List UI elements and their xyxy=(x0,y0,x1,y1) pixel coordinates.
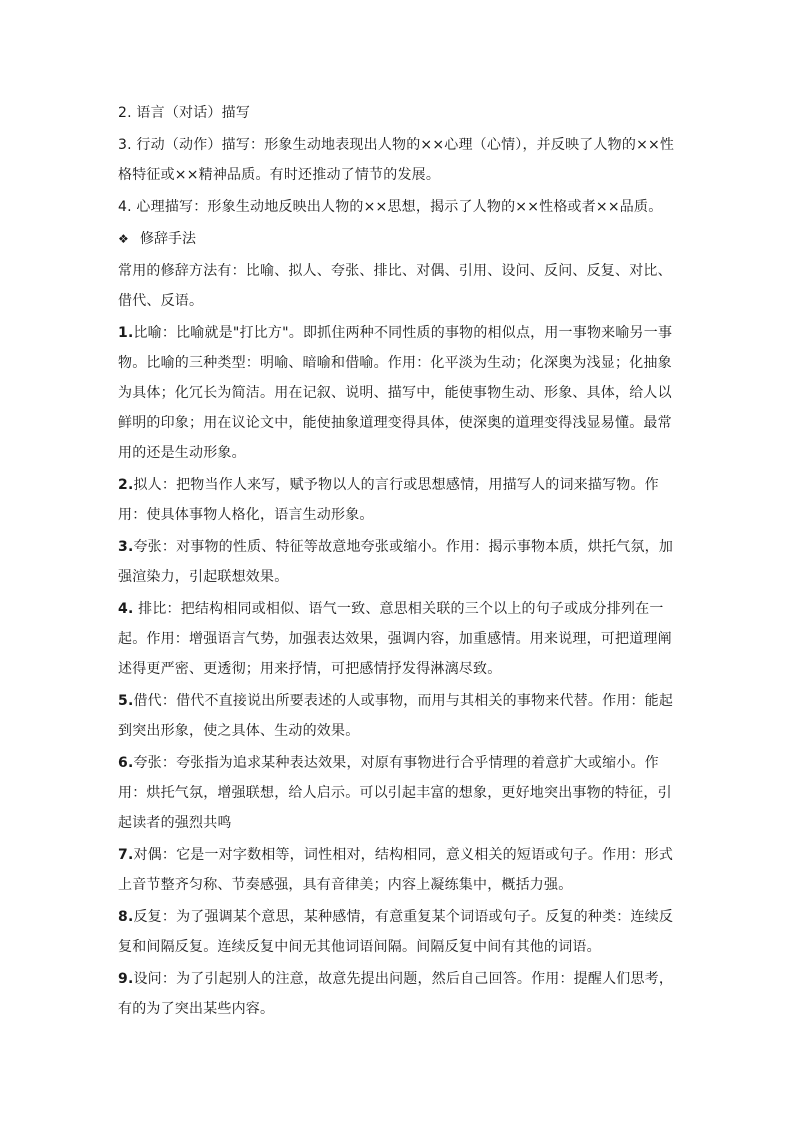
item-text: 设问：为了引起别人的注意，故意先提出问题，然后自己回答。作用：提醒人们思考，有的为了突出某些内容。 xyxy=(118,971,674,1017)
item-text: 借代：借代不直接说出所要表述的人或事物，而用与其相关的事物来代替。作用：能起到突出形象，使之具体、生动的效果。 xyxy=(118,693,674,739)
item-metonymy xyxy=(118,686,678,746)
line-language-description xyxy=(118,98,678,128)
diamond-bullet-icon: ❖ xyxy=(118,232,129,246)
item-number: 4. xyxy=(118,199,132,215)
item-parallelism xyxy=(118,594,678,684)
item-text: 语言（对话）描写 xyxy=(131,105,251,121)
item-text: 行动（动作）描写：形象生动地表现出人物的××心理（心情），并反映了人物的××性格特征或××精神品质。有时还推动了情节的发展。 xyxy=(118,137,675,183)
item-text: 心理描写：形象生动地反映出人物的××思想，揭示了人物的××性格或者××品质。 xyxy=(131,199,663,215)
item-hyperbole xyxy=(118,748,678,838)
item-text: 夸张：对事物的性质、特征等故意地夸张或缩小。作用：揭示事物本质，烘托气氛，加强渲染力，引起联想效果。 xyxy=(118,539,674,585)
item-rhetorical-question xyxy=(118,964,678,1024)
line-psychology-description xyxy=(118,192,678,222)
item-text: 比喻：比喻就是"打比方"。即抓住两种不同性质的事物的相似点，用一事物来喻另一事物。比喻的三种类型：明喻、暗喻和借喻。作用：化平淡为生动；化深奥为浅显；化抽象为具体；化冗长为简洁。用在记叙、说明、描写中，能使事物生动、形象、具体，给人以鲜明的印象；用在议论文中，能使抽象道理变得具体，使深奥的道理变得浅显易懂。最常用的还是生动形象。 xyxy=(118,325,673,461)
item-number: 3. xyxy=(118,137,132,153)
line-action-description xyxy=(118,130,678,190)
document-page xyxy=(118,98,678,1024)
section-title: 修辞手法 xyxy=(140,231,196,247)
item-number: 1. xyxy=(118,325,134,341)
item-text: 拟人：把物当作人来写，赋予物以人的言行或思想感情，用描写人的词来描写物。作用：使具体事物人格化，语言生动形象。 xyxy=(118,477,659,523)
item-metaphor xyxy=(118,318,678,468)
item-number: 9. xyxy=(118,971,134,987)
item-text: 夸张：夸张指为追求某种表达效果，对原有事物进行合乎情理的着意扩大或缩小。作用：烘托气氛，增强联想，给人启示。可以引起丰富的想象，更好地突出事物的特征，引起读者的强烈共鸣 xyxy=(118,755,672,831)
item-personification xyxy=(118,470,678,530)
item-number: 8. xyxy=(118,909,134,925)
item-text: 反复：为了强调某个意思，某种感情，有意重复某个词语或句子。反复的种类：连续反复和间隔反复。连续反复中间无其他词语间隔。间隔反复中间有其他的词语。 xyxy=(118,909,674,955)
item-number: 2. xyxy=(118,105,132,121)
item-number: 5. xyxy=(118,693,134,709)
item-number: 7. xyxy=(118,847,134,863)
intro-paragraph: 常用的修辞方法有：比喻、拟人、夸张、排比、对偶、引用、设问、反问、反复、对比、借代、反语。 xyxy=(118,263,672,309)
item-antithesis xyxy=(118,840,678,900)
item-repetition xyxy=(118,902,678,962)
item-text: 对偶：它是一对字数相等，词性相对，结构相同，意义相关的短语或句子。作用：形式上音节整齐匀称、节奏感强，具有音律美；内容上凝练集中，概括力强。 xyxy=(118,847,674,893)
item-number: 2. xyxy=(118,477,134,493)
item-exaggeration xyxy=(118,532,678,592)
item-text: 排比：把结构相同或相似、语气一致、意思相关联的三个以上的句子或成分排列在一起。作用：增强语言气势，加强表达效果，强调内容，加重感情。用来说理，可把道理阐述得更严密、更透彻；用来抒情，可把感情抒发得淋漓尽致。 xyxy=(118,601,672,677)
section-heading-rhetoric xyxy=(118,224,678,254)
item-number: 4. xyxy=(118,601,134,617)
item-number: 3. xyxy=(118,539,134,555)
item-number: 6. xyxy=(118,755,134,771)
